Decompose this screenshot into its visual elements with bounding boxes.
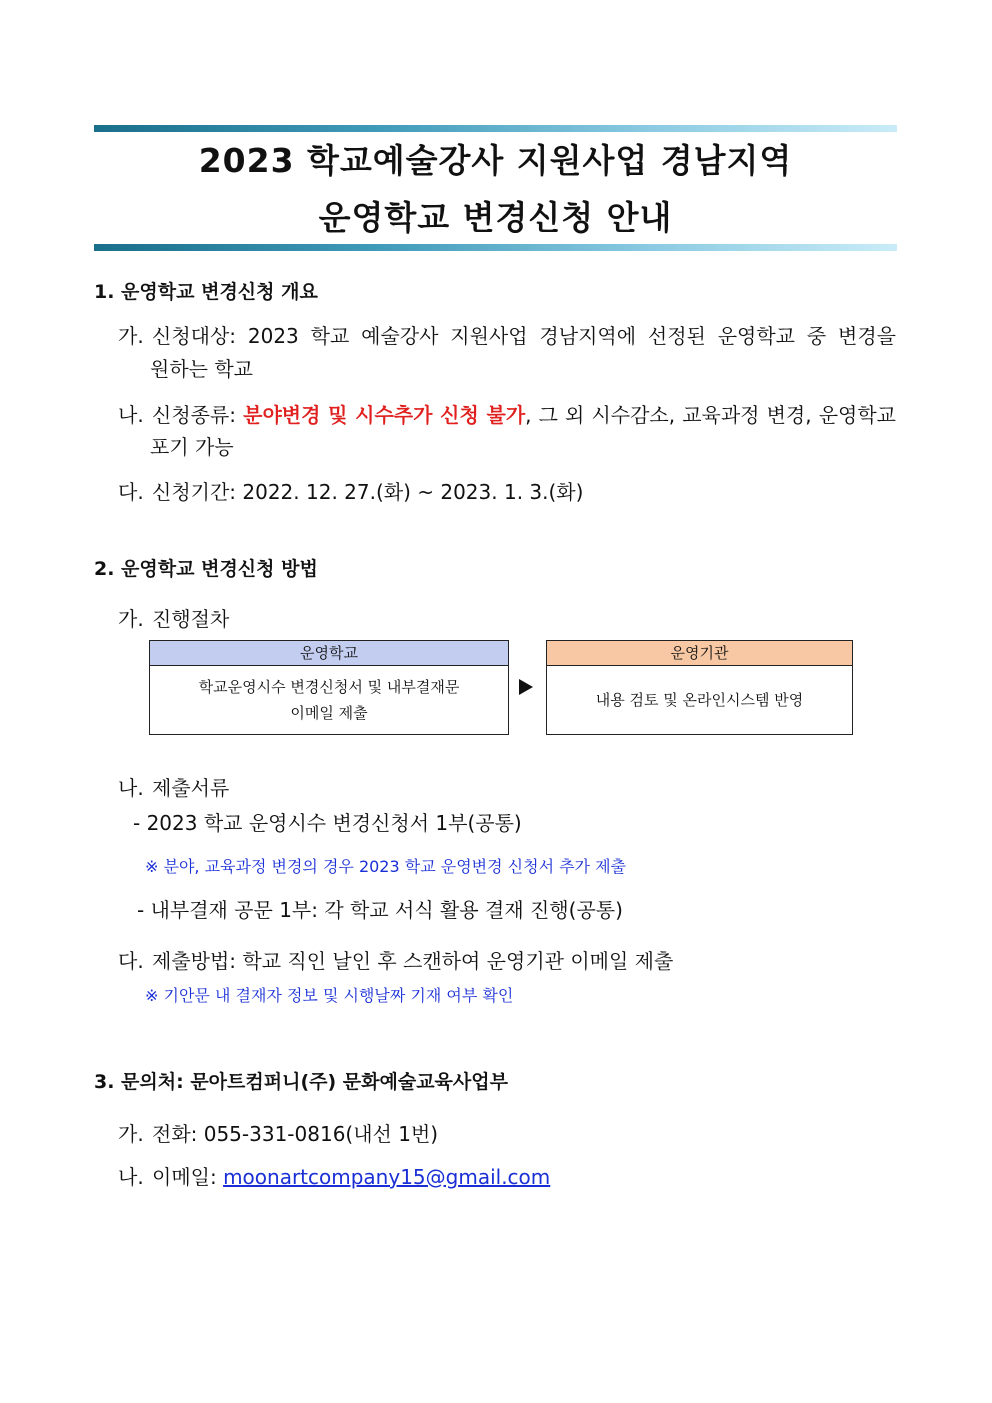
- s1-item-na-label: 신청종류:: [152, 403, 244, 427]
- title-top-bar: [94, 125, 897, 132]
- email-link[interactable]: moonartcompany15@gmail.com: [223, 1165, 551, 1189]
- title-bottom-bar: [94, 244, 897, 251]
- s1-item-da-prefix: 다.: [118, 480, 144, 504]
- s1-item-na-highlight: 분야변경 및 시수추가 신청 불가: [243, 403, 526, 427]
- s2-note-2: ※ 기안문 내 결재자 정보 및 시행날짜 기재 여부 확인: [145, 986, 514, 1005]
- s2-item-na-text: 제출서류: [152, 776, 230, 800]
- s1-item-na-rest: , 그 외 시수감소, 교육과정 변경, 운영학교: [525, 403, 896, 427]
- s1-item-na-prefix: 나.: [118, 403, 144, 427]
- s2-item-ga-prefix: 가.: [118, 607, 144, 631]
- flow-box-school-body: [150, 666, 508, 734]
- s1-item-na-line2: 포기 가능: [150, 435, 234, 459]
- s2-item-ga-text: 진행절차: [152, 607, 230, 631]
- flow-box-school-line2: 이메일 제출: [290, 704, 368, 722]
- s2-doc-1: - 2023 학교 운영시수 변경신청서 1부(공통): [133, 811, 522, 835]
- s3-item-na-prefix: 나.: [118, 1165, 144, 1189]
- flow-box-school-line1: 학교운영시수 변경신청서 및 내부결재문: [198, 678, 460, 696]
- s1-item-ga-line2: 원하는 학교: [150, 357, 253, 381]
- s1-item-da-text: 신청기간: 2022. 12. 27.(화) ~ 2023. 1. 3.(화): [152, 480, 584, 504]
- s1-item-ga-prefix: 가.: [118, 324, 144, 348]
- s2-item-na-prefix: 나.: [118, 776, 144, 800]
- flow-box-agency: [546, 640, 853, 735]
- title-line-2: 운영학교 변경신청 안내: [318, 198, 673, 237]
- flow-box-school: [149, 640, 509, 735]
- s2-note-1: ※ 분야, 교육과정 변경의 경우 2023 학교 운영변경 신청서 추가 제출: [145, 857, 627, 876]
- section-3-heading: 3. 문의처: 문아트컴퍼니(주) 문화예술교육사업부: [94, 1071, 508, 1093]
- flow-box-school-header: 운영학교: [150, 641, 508, 666]
- s3-phone: 전화: 055-331-0816(내선 1번): [152, 1122, 439, 1146]
- s3-email-label: 이메일:: [152, 1165, 224, 1189]
- title-line-1: 2023 학교예술강사 지원사업 경남지역: [198, 141, 793, 180]
- s1-item-ga-line1: 신청대상: 2023 학교 예술강사 지원사업 경남지역에 선정된 운영학교 중 변경을: [152, 324, 896, 348]
- s1-item-na-line1: [152, 402, 896, 428]
- s2-item-da-text: 제출방법: 학교 직인 날인 후 스캔하여 운영기관 이메일 제출: [152, 949, 674, 973]
- s3-email-row: [152, 1164, 550, 1190]
- s2-doc-2: - 내부결재 공문 1부: 각 학교 서식 활용 결재 진행(공통): [137, 898, 623, 922]
- flow-arrow-icon: [519, 679, 533, 695]
- s3-item-ga-prefix: 가.: [118, 1122, 144, 1146]
- section-2-heading: 2. 운영학교 변경신청 방법: [94, 558, 318, 580]
- section-1-heading: 1. 운영학교 변경신청 개요: [94, 281, 318, 303]
- flow-box-agency-body: 내용 검토 및 온라인시스템 반영: [595, 691, 804, 709]
- flow-box-agency-header: 운영기관: [547, 641, 852, 666]
- s2-item-da-prefix: 다.: [118, 949, 144, 973]
